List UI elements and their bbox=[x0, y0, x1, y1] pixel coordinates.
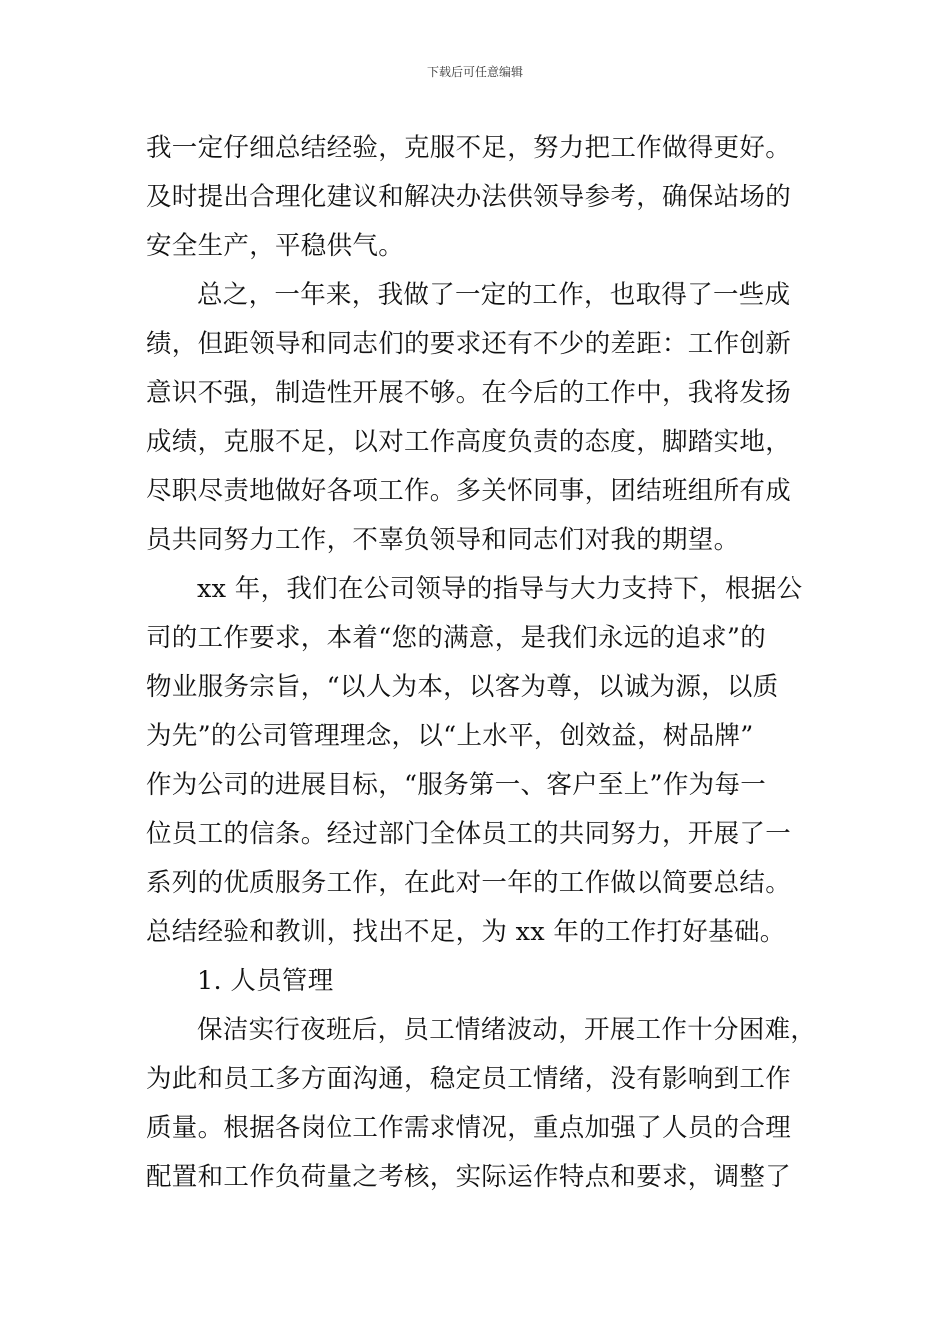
text-line: 位员工的信条。经过部门全体员工的共同努力，开展了一 bbox=[146, 819, 792, 849]
text-line: 配置和工作负荷量之考核，实际运作特点和要求，调整了 bbox=[146, 1162, 792, 1192]
text-line: 为先”的公司管理理念，以“上水平，创效益，树品牌” bbox=[146, 721, 754, 751]
page-header-note: 下载后可任意编辑 bbox=[426, 65, 523, 79]
text-line: 总结经验和教训，找出不足，为 xx 年的工作打好基础。 bbox=[146, 917, 786, 947]
text-line: 司的工作要求，本着“您的满意，是我们永远的追求”的 bbox=[146, 623, 767, 653]
text-line: 为此和员工多方面沟通，稳定员工情绪，没有影响到工作 bbox=[146, 1064, 792, 1094]
text-line: 绩，但距领导和同志们的要求还有不少的差距：工作创新 bbox=[146, 329, 792, 359]
paragraph-start-line: 保洁实行夜班后，员工情绪波动，开展工作十分困难， bbox=[197, 1015, 817, 1045]
paragraph-start-line: 总之，一年来，我做了一定的工作，也取得了一些成 bbox=[197, 280, 791, 310]
text-line: 员共同努力工作，不辜负领导和同志们对我的期望。 bbox=[146, 525, 740, 555]
text-line: 尽职尽责地做好各项工作。多关怀同事，团结班组所有成 bbox=[146, 476, 792, 506]
text-line: 成绩，克服不足，以对工作高度负责的态度，脚踏实地， bbox=[146, 427, 792, 457]
text-line: 及时提出合理化建议和解决办法供领导参考，确保站场的 bbox=[146, 182, 792, 212]
document-body bbox=[146, 124, 817, 1202]
text-line: 系列的优质服务工作，在此对一年的工作做以简要总结。 bbox=[146, 868, 792, 898]
section-heading: 1. 人员管理 bbox=[197, 966, 334, 996]
text-line: 意识不强，制造性开展不够。在今后的工作中，我将发扬 bbox=[146, 378, 792, 408]
text-line: 作为公司的进展目标，“服务第一、客户至上”作为每一 bbox=[146, 770, 767, 800]
text-line: 我一定仔细总结经验，克服不足，努力把工作做得更好。 bbox=[146, 133, 792, 163]
text-line: 物业服务宗旨，“以人为本，以客为尊，以诚为源，以质 bbox=[146, 672, 779, 702]
paragraph-start-line: xx 年，我们在公司领导的指导与大力支持下，根据公 bbox=[197, 574, 803, 604]
text-line: 安全生产，平稳供气。 bbox=[146, 231, 405, 261]
text-line: 质量。根据各岗位工作需求情况，重点加强了人员的合理 bbox=[146, 1113, 792, 1143]
